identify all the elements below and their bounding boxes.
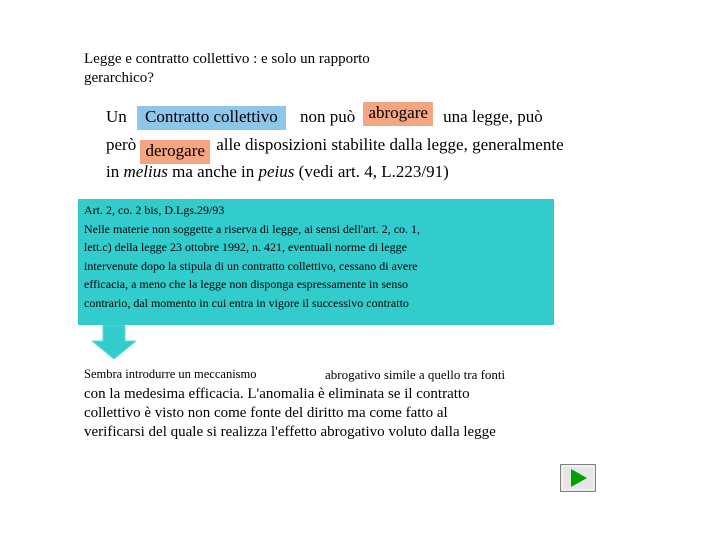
highlight-abrogare: abrogare [363, 102, 432, 126]
title-line-2: gerarchico? [84, 70, 154, 86]
statement-line-2 [106, 134, 564, 158]
statement-pero: però [106, 135, 137, 154]
quote-line: efficacia, a meno che la legge non disponga espressamente in senso [84, 277, 408, 291]
next-slide-button[interactable] [560, 464, 596, 492]
statement-peius: peius [258, 162, 295, 181]
statement-melius: melius [123, 162, 168, 181]
quote-line: lett.c) della legge 23 ottobre 1992, n. 421, eventuali norme di legge [84, 240, 407, 254]
statement-alle-disposizioni: alle disposizioni stabilite dalla legge, generalmente [216, 135, 564, 154]
conclusion-line: con la medesima efficacia. L'anomalia è eliminata se il contratto [84, 386, 470, 402]
conclusion-part-2: abrogativo simile a quello tra fonti [325, 367, 506, 382]
statement-vedi: (vedi art. 4, L.223/91) [298, 162, 449, 181]
statement-un: Un [106, 107, 127, 126]
highlight-contratto-collettivo: Contratto collettivo [137, 106, 286, 130]
quote-line: intervenute dopo la stipula di un contratto collettivo, cessano di avere [84, 258, 418, 273]
statement-non-puo: non può [299, 107, 356, 126]
slide-title [84, 50, 464, 88]
conclusion-line: verificarsi del quale si realizza l'effetto abrogativo voluto dalla legge [84, 424, 496, 440]
conclusion-paragraph [84, 385, 604, 442]
highlight-derogare: derogare [140, 140, 209, 164]
statement-in: in [106, 162, 120, 181]
quote-line: Nelle materie non soggette a riserva di legge, ai sensi dell'art. 2, co. 1, [84, 221, 421, 236]
play-next-icon [561, 465, 595, 491]
statement-line-1 [106, 103, 543, 130]
legal-quote-box [78, 199, 554, 325]
quote-line: Art. 2, co. 2 bis, D.Lgs.29/93 [84, 203, 225, 217]
statement-una-legge: una legge, può [443, 107, 543, 126]
statement-ma-anche-in: ma anche in [172, 162, 255, 181]
down-arrow-icon [92, 325, 136, 359]
conclusion-line: collettivo è visto non come fonte del diritto ma come fatto al [84, 405, 448, 421]
conclusion-part-1: Sembra introdurre un meccanismo [84, 367, 257, 381]
title-line-1: Legge e contratto collettivo : e solo un rapporto [84, 51, 370, 67]
quote-line: contrario, dal momento in cui entra in vigore il successivo contratto [84, 295, 409, 310]
statement-line-3 [106, 161, 449, 183]
